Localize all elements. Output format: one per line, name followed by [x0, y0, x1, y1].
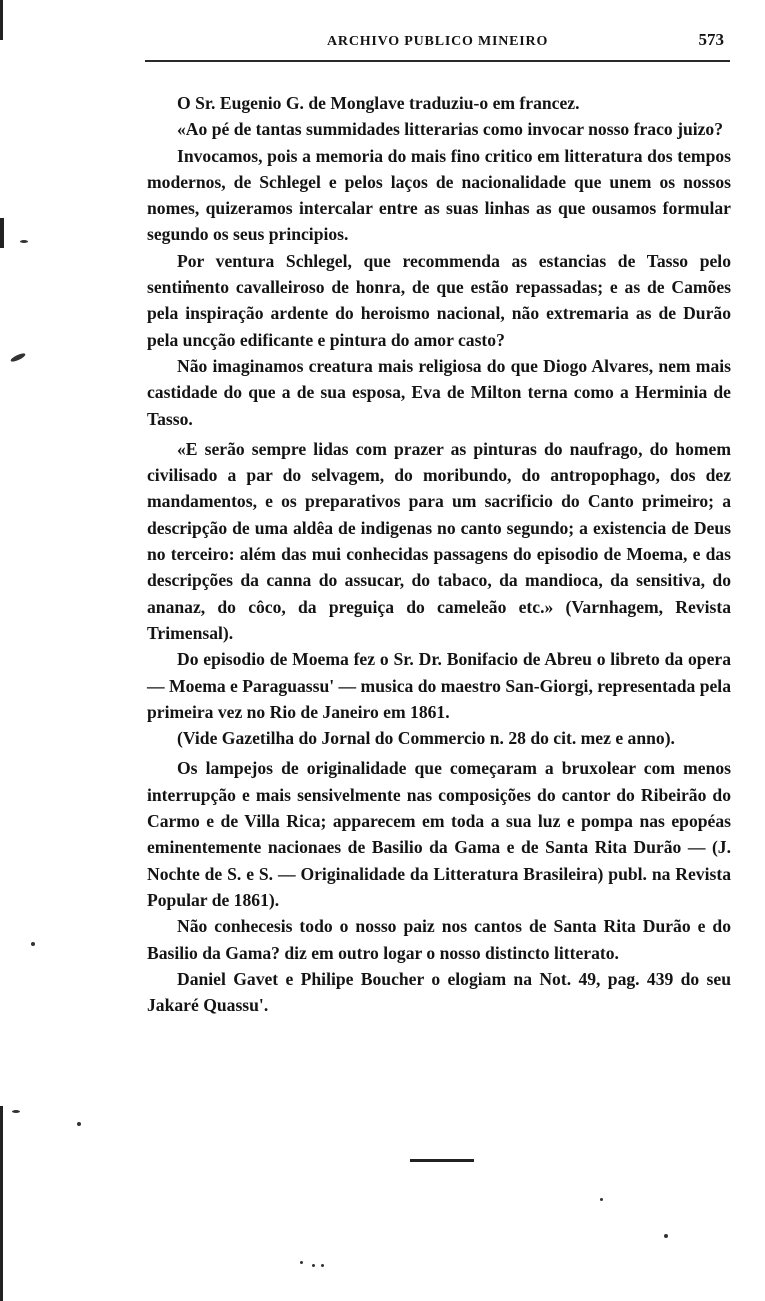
paragraph: «E serão sempre lidas com prazer as pinturas do naufrago, do homem civilisado a par do selvagem, do moribundo, do antropophago, dos dez mandamentos, e os preparativos para um sacrificio do Canto primeiro; a descripção de uma aldêa de indigenas no canto segundo; a existencia de Deus no terceiro: além das mui conhecidas passagens do episodio de Moema, e das descripções da canna do assucar, do tabaco, da mandioca, da sensitiva, do ananaz, do côco, da preguiça do cameleão etc.» (Varnhagem, Revista Trimensal).	[147, 438, 731, 643]
binding-mark-middle	[0, 218, 4, 248]
binding-mark-top	[0, 0, 3, 40]
ink-speck	[10, 352, 27, 363]
binding-mark-bottom	[0, 1106, 3, 1301]
ink-speck	[600, 1198, 603, 1201]
paragraph: «Ao pé de tantas summidades litterarias como invocar nosso fraco juizo?	[177, 119, 724, 140]
running-header	[145, 30, 730, 64]
paragraph: Os lampejos de originalidade que começaram a bruxolear com menos interrupção e mais sensivelmente nas composições do cantor do Ribeirão do Carmo e de Villa Rica; apparecem em toda a sua luz e pompa nas epopéas eminentemente nacionaes de Basilio da Gama e de Santa Rita Durão — (J. Nochte de S. e S. — Originalidade da Litteratura Brasileira) publ. na Revista Popular de 1861).	[147, 758, 731, 910]
page-number: 573	[698, 30, 724, 49]
ink-speck	[12, 1110, 20, 1113]
paragraph: Daniel Gavet e Philipe Boucher o elogiam na Not. 49, pag. 439 do seu Jakaré Quassu'.	[147, 968, 731, 1016]
body-text	[147, 90, 731, 1018]
ink-speck	[321, 1264, 324, 1267]
section-end-rule	[410, 1159, 474, 1162]
header-title: ARCHIVO PUBLICO MINEIRO	[327, 34, 549, 49]
paragraph: Do episodio de Moema fez o Sr. Dr. Bonifacio de Abreu o libreto da opera — Moema e Paraguassu' — musica do maestro San-Giorgi, representada pela primeira vez no Rio de Janeiro em 1861.	[147, 649, 731, 722]
paragraph: O Sr. Eugenio G. de Monglave traduziu-o em francez.	[177, 93, 580, 113]
ink-speck	[312, 1264, 315, 1267]
header-rule	[145, 60, 730, 62]
ink-speck	[300, 1261, 303, 1264]
paragraph: Não imaginamos creatura mais religiosa do que Diogo Alvares, nem mais castidade do que a de sua esposa, Eva de Milton terna como a Herminia de Tasso.	[147, 355, 731, 429]
ink-speck	[31, 942, 35, 946]
ink-speck	[664, 1234, 668, 1238]
paragraph: (Vide Gazetilha do Jornal do Commercio n. 28 do cit. mez e anno).	[177, 728, 675, 749]
paragraph: Invocamos, pois a memoria do mais fino critico em litteratura dos tempos modernos, de Schlegel e pelos laços de nacionalidade que unem os nossos nomes, quizeramos intercalar entre as suas linhas as que ousamos formular segundo os seus principios.	[147, 145, 731, 245]
ink-speck	[20, 240, 28, 243]
paragraph: Não conhecesis todo o nosso paiz nos cantos de Santa Rita Durão e do Basilio da Gama? diz em outro logar o nosso distincto litterato.	[147, 916, 731, 963]
paragraph: Por ventura Schlegel, que recommenda as estancias de Tasso pelo sentimento cavalleiroso de honra, de que estão repassadas; e as de Camões pela inspiração ardente do heroismo nacional, não extremaria as de Durão pela uncção edificante e pintura do amor casto?	[147, 250, 731, 350]
ink-speck	[77, 1122, 81, 1126]
